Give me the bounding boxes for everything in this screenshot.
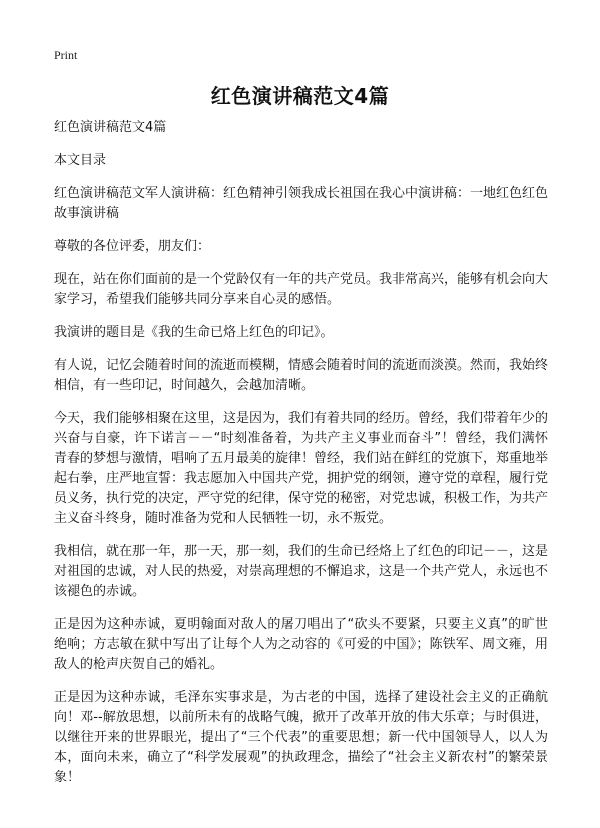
document-subtitle: 红色演讲稿范文4篇	[54, 120, 167, 135]
paragraph-2: 我演讲的题目是《我的生命已烙上红色的印记》。	[54, 325, 334, 340]
paragraph-1: 现在，站在你们面前的是一个党龄仅有一年的共产党员。我非常高兴，能够有机会向大家学习，希望我们能够共同分享来自心灵的感悟。	[54, 272, 549, 307]
greeting: 尊敬的各位评委，朋友们：	[54, 239, 211, 254]
page-title: 红色演讲稿范文4篇	[210, 84, 390, 108]
paragraph-6: 正是因为这种赤诚，夏明翰面对敌人的屠刀唱出了“砍头不要紧，只要主义真”的旷世绝响；方志敏在狱中写出了让每个人为之动容的《可爱的中国》；陈铁军、周文雍，用敌人的枪声庆贺自己的婚礼。	[54, 617, 548, 672]
paragraph-4: 今天，我们能够相聚在这里，这是因为，我们有着共同的经历。曾经，我们带着年少的兴奋与自豪，许下诺言－－“时刻准备着，为共产主义事业而奋斗”！曾经，我们满怀青春的梦想与激情，唱响了五月最美的旋律！曾经，我们站在鲜红的党旗下，郑重地举起右拳，庄严地宣誓：我志愿加入中国共产党，拥护党的纲领，遵守党的章程，履行党员义务，执行党的决定，严守党的纪律，保守党的秘密，对党忠诚，积极工作，为共产主义奋斗终身，随时准备为党和人民牺牲一切，永不叛党。	[54, 411, 549, 526]
paragraph-3: 有人说，记忆会随着时间的流逝而模糊，情感会随着时间的流逝而淡漠。然而，我始终相信，有一些印记，时间越久，会越加清晰。	[54, 358, 549, 393]
document-body	[54, 118, 548, 801]
toc-heading: 本文目录	[54, 153, 107, 168]
paragraph-7: 正是因为这种赤诚，毛泽东实事求是，为古老的中国，选择了建设社会主义的正确航向！邓--解放思想，以前所未有的战略气魄，掀开了改革开放的伟大乐章；与时俱进，以继往开来的世界眼光，提出了“三个代表”的重要思想；新一代中国领导人，以人为本，面向未来，确立了“科学发展观”的执政理念，描绘了“社会主义新农村”的繁荣景象！	[54, 690, 548, 785]
print-link[interactable]: Print	[54, 48, 78, 62]
paragraph-5: 我相信，就在那一年，那一天，那一刻，我们的生命已经烙上了红色的印记－－，这是对祖国的忠诚，对人民的热爱，对崇高理想的不懈追求，这是一个共产党人，永远也不该褪色的赤诚。	[54, 544, 549, 599]
toc-line: 红色演讲稿范文军人演讲稿：红色精神引领我成长祖国在我心中演讲稿：一地红色红色故事演讲稿	[54, 186, 549, 221]
